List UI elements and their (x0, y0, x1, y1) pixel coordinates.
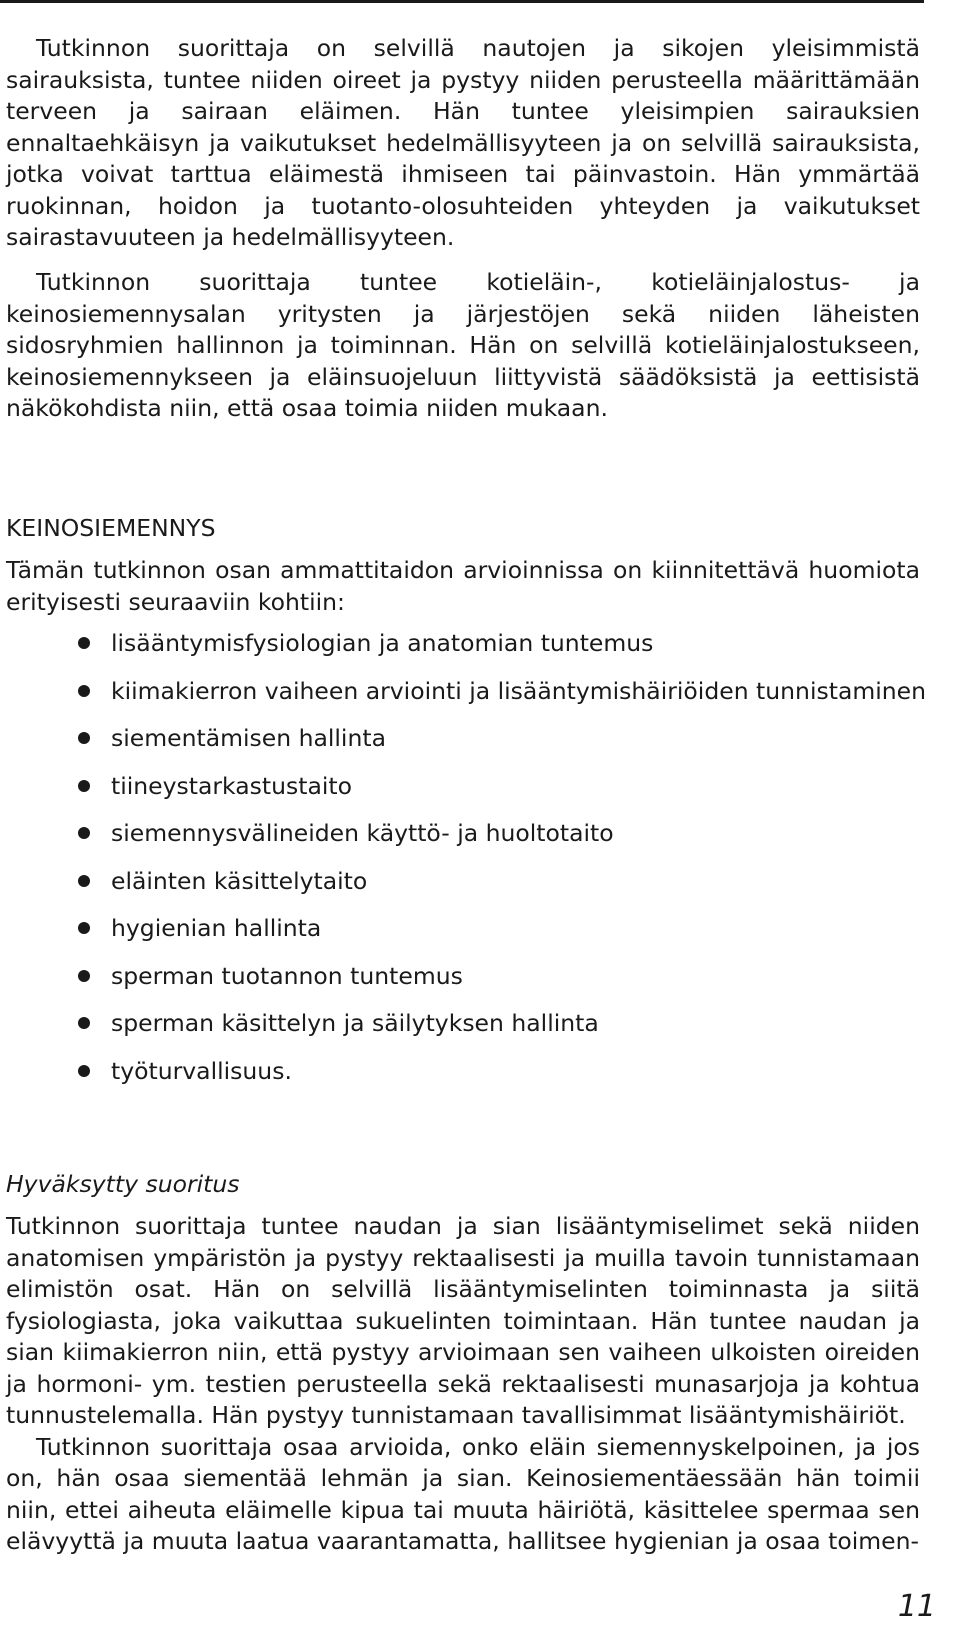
list-item-text: lisääntymisfysiologian ja anatomian tuntemus (111, 629, 654, 657)
bullet-icon (78, 827, 90, 839)
list-item (0, 722, 940, 770)
top-rule (0, 0, 924, 3)
bullet-icon (78, 875, 90, 887)
list-item-text: kiimakierron vaiheen arviointi ja lisääntymishäiriöiden tunnistaminen (111, 676, 927, 705)
bullet-icon (78, 922, 90, 934)
paragraph-organizations: Tutkinnon suorittaja tuntee kotieläin-, kotieläinjalostus- ja keinosiemennysalan yritysten ja järjestöjen sekä niiden läheisten sidosryhmien hallinnon ja toiminnan. Hän on selvillä kotieläinjalostukseen, keinosiemennykseen ja eläinsuojeluun liittyvistä säädöksistä ja eettisistä näkökohdista niin, että osaa toimia niiden mukaan. (6, 268, 920, 422)
list-item (0, 960, 940, 1008)
bullet-icon (78, 732, 90, 744)
section-heading-keinosiemennys: KEINOSIEMENNYS (6, 514, 216, 542)
list-item (0, 865, 940, 913)
list-item-text: sperman tuotannon tuntemus (111, 961, 463, 990)
accepted-performance-text (6, 1211, 920, 1558)
list-item (0, 627, 940, 675)
criteria-list (0, 627, 940, 1102)
section-heading-hyvaksytty: Hyväksytty suoritus (6, 1170, 240, 1198)
list-item-text: eläinten käsittelytaito (111, 866, 368, 895)
bullet-icon (78, 970, 90, 982)
list-item-text: tiineystarkastustaito (111, 771, 352, 800)
list-item-text: työturvallisuus. (111, 1056, 292, 1085)
list-item-text: siemennysvälineiden käyttö- ja huoltotaito (111, 819, 614, 847)
bullet-icon (78, 637, 90, 649)
list-item-text: hygienian hallinta (111, 914, 322, 942)
list-item (0, 1055, 940, 1103)
list-item (0, 912, 940, 960)
paragraph-disease-knowledge: Tutkinnon suorittaja on selvillä nautojen ja sikojen yleisimmistä sairauksista, tuntee niiden oireet ja pystyy niiden perusteella määrittämään terveen ja sairaan eläimen. Hän tuntee yleisimpien sairauksien ennaltaehkäisyn ja vaikutukset hedelmällisyyteen ja on selvillä sairauksista, jotka voivat tarttua eläimestä ihmiseen tai päinvastoin. Hän ymmärtää ruokinnan, hoidon ja tuotanto-olosuhteiden yhteyden ja vaikutukset sairastavuuteen ja hedelmällisyyteen. (6, 34, 920, 251)
paragraph-insemination: Tutkinnon suorittaja osaa arvioida, onko eläin siemennyskelpoinen, ja jos on, hän osaa siementää lehmän ja sian. Keinosiementäessään hän toimii niin, ettei aiheuta eläimelle kipua tai muuta häiriötä, käsittelee spermaa sen elävyyttä ja muuta laatua vaarantamatta, hallitsee hygienian ja osaa toimen- (6, 1432, 920, 1555)
bullet-icon (78, 1065, 90, 1077)
section-intro: Tämän tutkinnon osan ammattitaidon arvioinnissa on kiinnitettävä huomiota erityisesti seuraaviin kohtiin: (6, 556, 920, 616)
list-item-text: siementämisen hallinta (111, 724, 386, 752)
bullet-icon (78, 685, 90, 697)
bullet-icon (78, 780, 90, 792)
list-item-text: sperman käsittelyn ja säilytyksen hallinta (111, 1009, 599, 1037)
list-item (0, 770, 940, 818)
list-item (0, 675, 940, 723)
paragraph-reproduction-knowledge: Tutkinnon suorittaja tuntee naudan ja sian lisääntymiselimet sekä niiden anatomisen ympäristön ja pystyy rektaalisesti ja muilla tavoin tunnistamaan elimistön osat. Hän on selvillä lisääntymiselinten toiminnasta ja siitä fysiologiasta, joka vaikuttaa sukuelinten toimintaan. Hän tuntee naudan ja sian kiimakierron niin, että pystyy arvioimaan sen vaiheen ulkoisten oireiden ja hormoni- ym. testien perusteella sekä rektaalisesti munasarjoja ja kohtua tunnustelemalla. Hän pystyy tunnistamaan tavallisimmat lisääntymishäiriöt. (6, 1212, 920, 1429)
page-number: 11 (897, 1589, 936, 1624)
bullet-icon (78, 1017, 90, 1029)
list-item (0, 817, 940, 865)
list-item (0, 1007, 940, 1055)
